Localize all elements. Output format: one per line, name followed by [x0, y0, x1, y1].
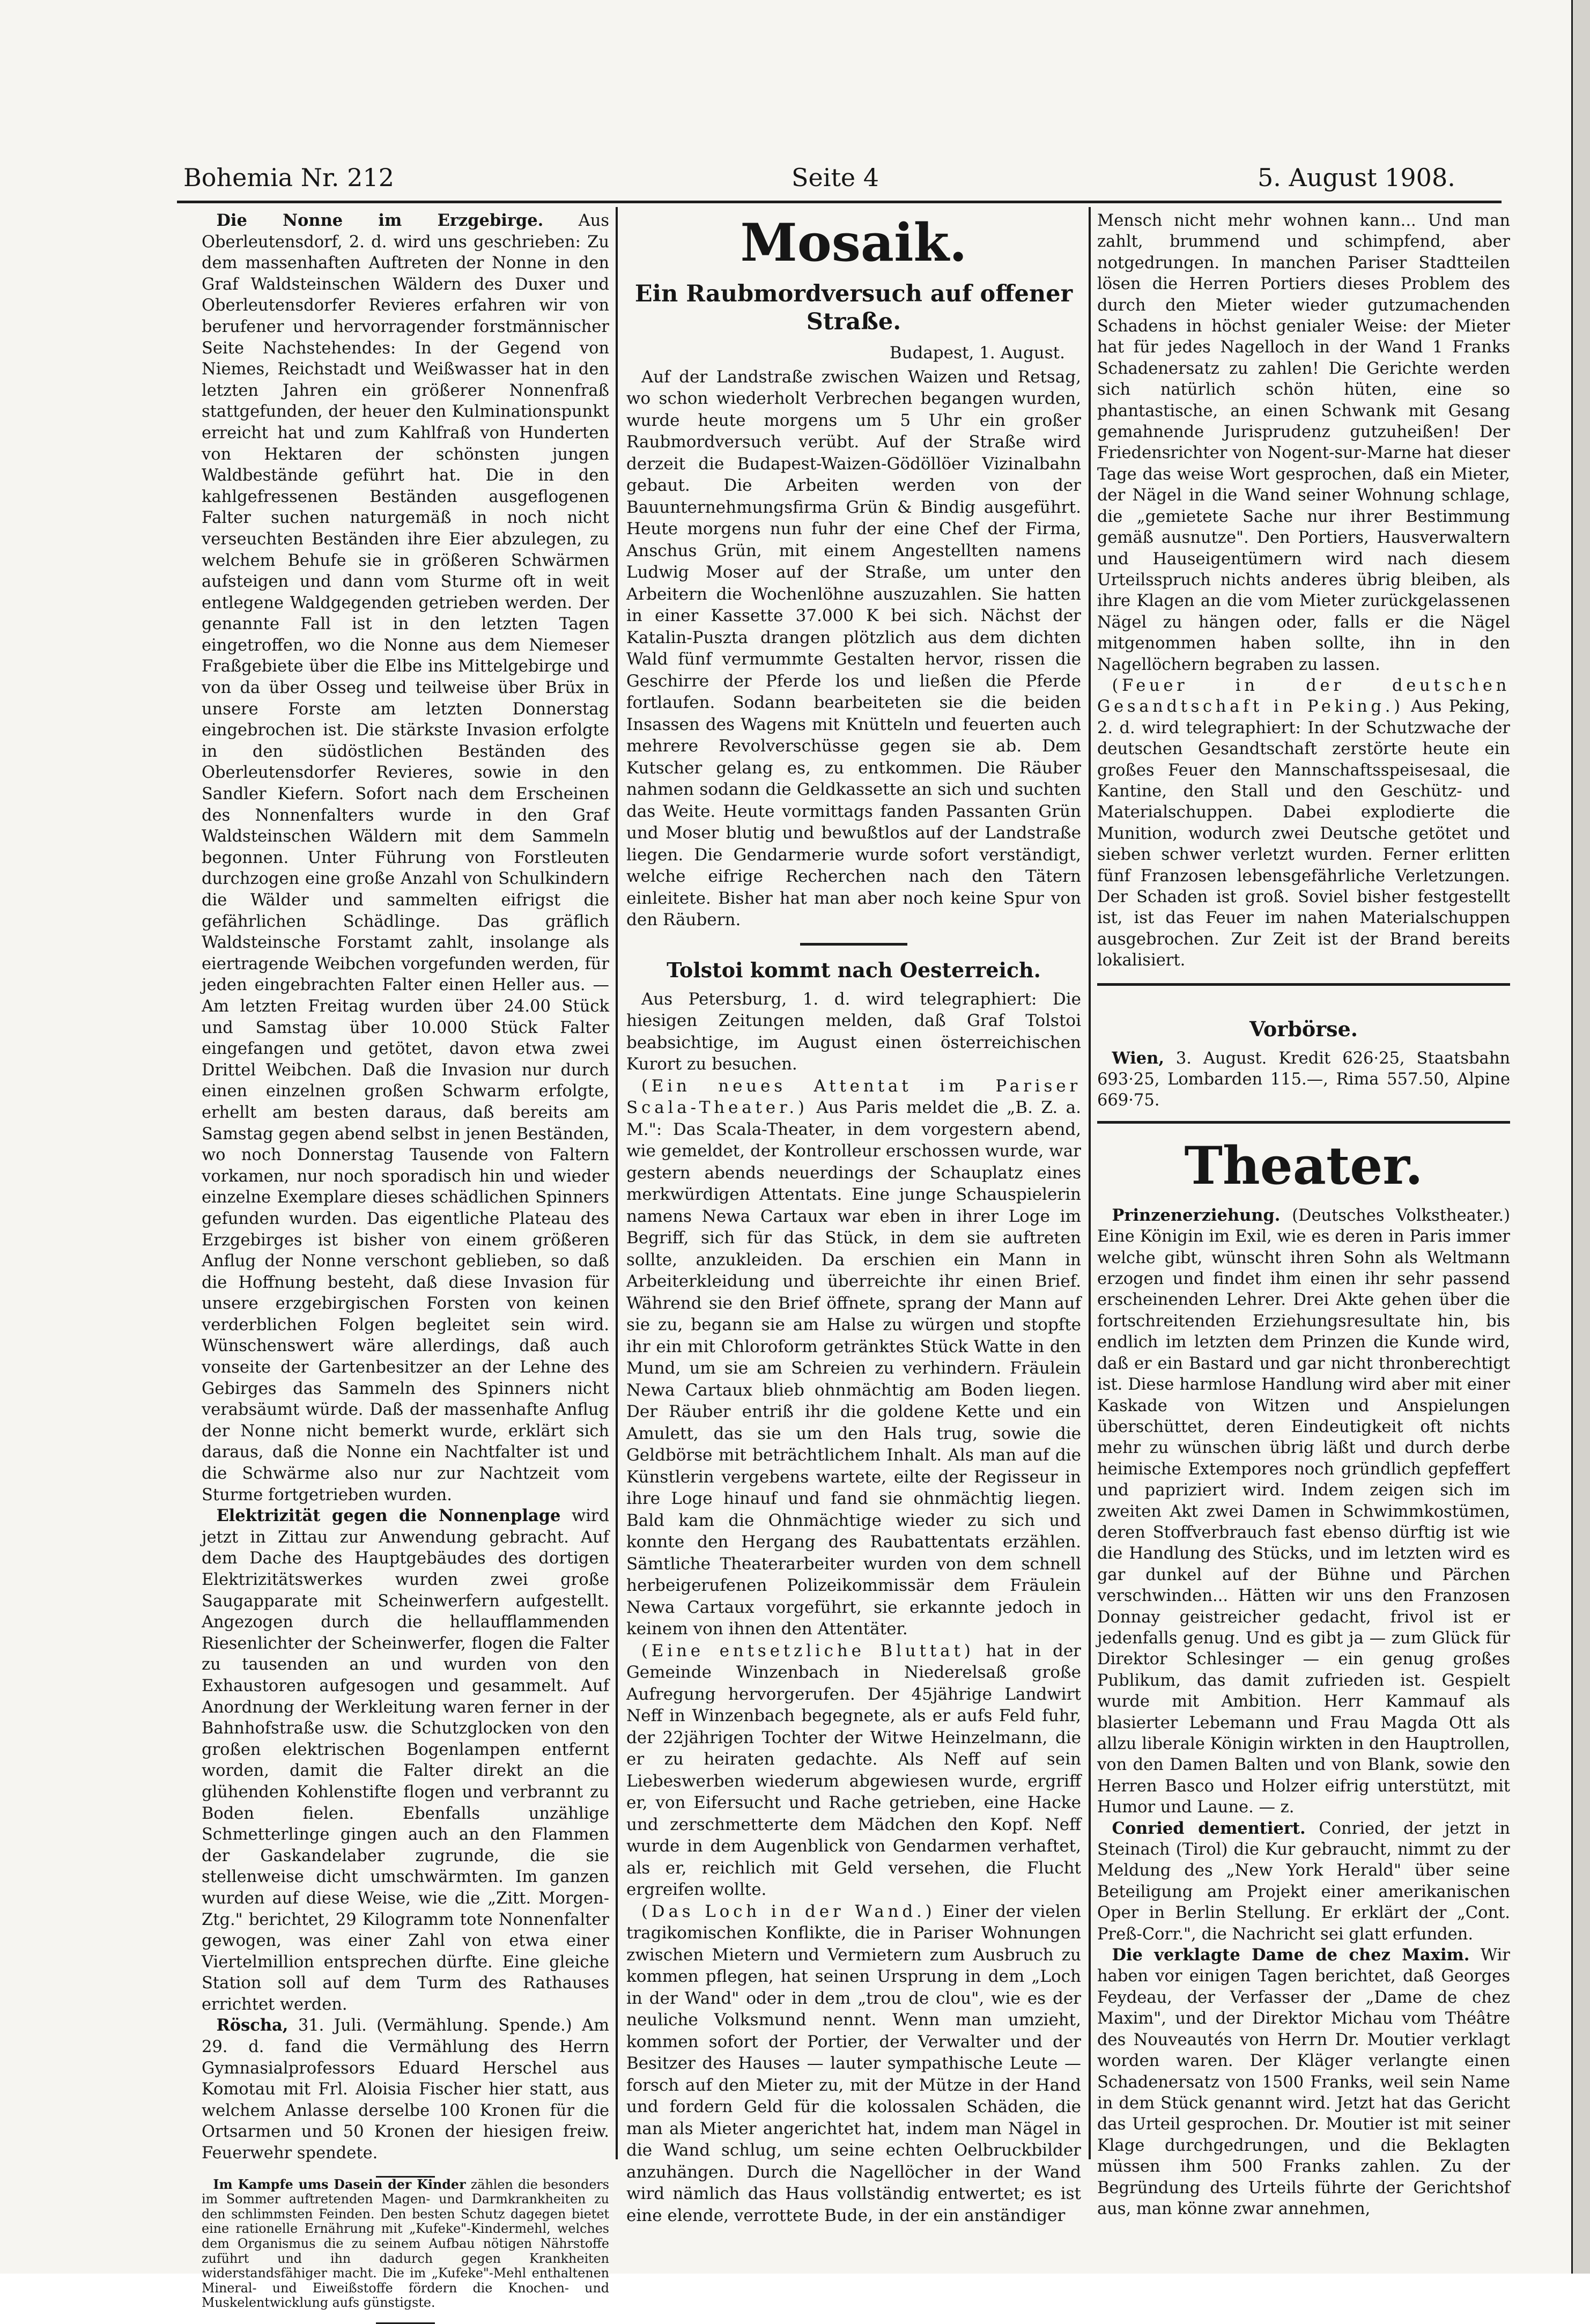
issue-date: 5. August 1908. [1258, 163, 1455, 192]
column-divider [1089, 207, 1091, 2159]
article-lead: Die Nonne im Erzgebirge. [216, 211, 544, 230]
column-divider [616, 207, 618, 2159]
article-body: 31. Juli. (Vermählung. Spende.) Am 29. d. fand die Vermählung des Herrn Gymnasialprofessors Eduard Herschel aus Komotau mit Frl. Aloisia Fischer hier statt, aus welchem Anlasse derselbe 100 Kronen für die Ortsarmen und 50 Kronen der hiesigen freiw. Feuerwehr spendete. [202, 2016, 609, 2163]
article-paragraph [626, 988, 1081, 1075]
masthead-title: Bohemia Nr. 212 [183, 163, 394, 192]
article-body: Aus Paris meldet die „B. Z. a. M.": Das Scala-Theater, in dem vorgestern abend, wie gemeldet, der Kontrolleur erschossen wurde, war gestern abends neuerdings der Schauplatz eines merkwürdigen Attentats. Eine junge Schauspielerin namens Newa Cartaux war eben in ihrer Loge im Begriff, sich für das Stück, in dem sie auftreten sollte, anzukleiden. Da erschien ein Mann in Arbeiterkleidung und überreichte ihr einen Brief. Während sie den Brief öffnete, sprang der Mann auf sie zu, begann sie am Halse zu würgen und stopfte ihr ein mit Chloroform getränktes Stück Watte in den Mund, um sie am Schreien zu verhindern. Fräulein Newa Cartaux blieb ohnmächtig am Boden liegen. Der Räuber entriß ihr die goldene Kette und ein Amulett, das sie um den Hals trug, sowie die Geldbörse mit beträchtlichem Inhalt. Als man auf die Künstlerin vergebens wartete, eilte der Regisseur in ihre Loge hinauf und fand sie ohnmächtig liegen. Bald kam die Ohnmächtige wieder zu sich und konnte den Hergang des Raubattentats erzählen. Sämtliche Theaterarbeiter wurden von dem schnell herbeigerufenen Polizeikommissär dem Fräulein Newa Cartaux vorgeführt, sie erkannte jedoch in keinem von ihnen den Attentäter. [626, 1098, 1081, 1639]
article-lead: (Eine entsetzliche Bluttat) [641, 1641, 974, 1661]
article-paragraph [626, 1640, 1081, 1901]
article-paragraph [1097, 1205, 1510, 1818]
section-divider [1097, 983, 1510, 986]
dateline: Budapest, 1. August. [889, 343, 1065, 363]
article-lead: Elektrizität gegen die Nonnenplage [216, 1506, 561, 1526]
article-headline: Ein Raubmordversuch auf offener Straße. [634, 281, 1073, 335]
article-paragraph [1097, 210, 1510, 675]
article-lead: (Feuer in der deutschen Gesandtschaft in Peking.) [1097, 676, 1510, 717]
article-body: Conried, der jetzt in Steinach (Tirol) die Kur gebraucht, nimmt zu der Meldung des „New York Herald" über seine Beteiligung am Projekt einer amerikanischen Oper in Berlin Stellung. Er erklärt der „Cont. Preß-Corr.", die Nachricht sei glatt erfunden. [1097, 1819, 1510, 1944]
article-lead: Conried dementiert. [1112, 1818, 1306, 1838]
article-paragraph [1097, 1945, 1510, 2219]
article-lead: Im Kampfe ums Dasein der Kinder [213, 2177, 466, 2192]
page-number: Seite 4 [792, 163, 879, 192]
article-body: zählen die besonders im Sommer auftretenden Magen- und Darmkrankheiten zu den schlimmsten Feinden. Den besten Schutz dagegen bietet eine rationelle Ernährung mit „Kufeke"-Kindermehl, welches dem Organismus die zu seinem Aufbau nötigen Nährstoffe zuführt und ihn dadurch gegen Krankheiten widerstandsfähiger macht. Die im „Kufeke"-Mehl enthaltenen Mineral- und Eiweißstoffe fördern die Knochen- und Muskelentwicklung aufs günstigste. [202, 2177, 610, 2311]
column-3 [1097, 210, 1510, 2218]
market-report-title: Vorbörse. [1249, 1016, 1358, 1041]
page-edge [1571, 0, 1590, 2274]
article-body: Aus Peking, 2. d. wird telegraphiert: In der Schutzwache der deutschen Gesandtschaft zerstörte heute ein großes Feuer den Mannschaftsspeisesaal, die Kantine, den Stall und den Geschütz- und Materialschuppen. Dabei explodierte die Munition, wodurch zwei Deutsche getötet und sieben schwer verletzt wurden. Ferner erlitten fünf Franzosen lebensgefährliche Verletzungen. Der Schaden ist groß. Soviel bisher festgestellt ist, ist das Feuer im nahen Materialschuppen ausgebrochen. Zur Zeit ist der Brand bereits lokalisiert. [1097, 697, 1510, 970]
article-body: Mensch nicht mehr wohnen kann... Und man zahlt, brummend und schimpfend, aber notgedrungen. In manchen Pariser Stadtteilen lösen die Herren Portiers dieses Problem des durch den Mieter wieder gutzumachenden Schadens in höchst genialer Weise: der Mieter hat für jedes Nagelloch in der Wand 1 Franks Schadenersatz zu zahlen! Die Gerichte werden sich natürlich schön hüten, eine so phantastische, an einen Schwank mit Gesang gemahnende Jurisprudenz gutzuheißen! Der Friedensrichter von Nogent-sur-Marne hat dieser Tage das weise Wort gesprochen, daß ein Mieter, der Nägel in die Wand seiner Wohnung schlage, die „gemietete Sache nur ihrer Bestimmung gemäß ausnutze". Den Portiers, Hausverwaltern und Hauseigentümern wird nach diesem Urteilsspruch nichts anderes übrig bleiben, als ihre Klagen an die vom Mieter zurückgelassenen Nägel zu hängen oder, falls er die Nägel mitgenommen haben sollte, ihn in den Nagellöchern begraben zu lassen. [1097, 211, 1510, 674]
market-report-text [1097, 1048, 1510, 1111]
section-title: Theater. [1184, 1135, 1423, 1196]
article-paragraph [626, 1075, 1081, 1640]
article-body: Aus Oberleutensdorf, 2. d. wird uns geschrieben: Zu dem massenhaften Auftreten der Nonne in den Graf Waldsteinschen Wäldern des Duxer und Oberleutensdorfer Revieres erfahren wir von berufener und hervorragender forstmännischer Seite Nachstehendes: In der Gegend von Niemes, Reichstadt und Weißwasser hat in den letzten Jahren ein größerer Nonnenfraß stattgefunden, der heuer den Kulminationspunkt erreicht hat und zum Kahlfraß von Hunderten von Hektaren der schönsten jungen Waldbestände geführt hat. Die in den kahlgefressenen Beständen ausgeflogenen Falter suchen naturgemäß in noch nicht verseuchten Beständen ihre Eier abzulegen, zu welchem Behufe sie in größeren Schwärmen aufsteigen und dann vom Sturme oft in weit entlegene Waldgegenden getrieben werden. Der genannte Fall ist in den letzten Tagen eingetroffen, wo die Nonne aus dem Niemeser Fraßgebiete über die Elbe ins Mittelgebirge und von da über Osseg und teilweise über Brüx in unsere Forste am letzten Donnerstag eingebrochen ist. Die stärkste Invasion erfolgte in den südöstlichen Beständen des Oberleutensdorfer Revieres, sowie in den Sandler Kiefern. Sofort nach dem Erscheinen des Nonnenfalters wurde in den Graf Waldsteinschen Wäldern mit dem Sammeln begonnen. Unter Führung von Forstleuten durchzogen eine große Anzahl von Schulkindern die Wälder und sammelten eifrigst die gefährlichen Schädlinge. Das gräflich Waldsteinsche Forstamt zahlt, insolange als eiertragende Weibchen vorgefunden werden, für jeden eingebrachten Falter einen Heller aus. — Am letzten Freitag wurden über 24.00 Stück und Samstag über 10.000 Stück Falter eingefangen und getötet, davon etwa zwei Drittel Weibchen. Daß die Invasion nur durch einen einzelnen großen Schwarm erfolgte, erhellt am besten daraus, daß bereits am Samstag gegen abend selbst in jenen Beständen, wo noch Donnerstag Tausende von Faltern vorkamen, nur noch sporadisch hin und wieder einzelne Exemplare dieses schädlichen Spinners gefunden wurden. Das eigentliche Plateau des Erzgebirges ist bisher von einem größeren Anflug der Nonne verschont geblieben, so daß die Hoffnung besteht, daß diese Invasion für unsere erzgebirgischen Forsten von keinen verderblichen Folgen begleitet sein wird. Wünschenswert wäre allerdings, daß auch vonseite der Gartenbesitzer an der Lehne des Gebirges das Sammeln des Spinners nicht verabsäumt würde. Daß der massenhafte Anflug der Nonne nicht bemerkt wurde, erklärt sich daraus, daß die Nonne ein Nachtfalter ist und die Schwärme also nur zur Nachtzeit vom Sturme fortgetrieben wurden. [202, 211, 609, 1504]
article-paragraph [1097, 1818, 1510, 1945]
article-lead: Röscha, [216, 2016, 289, 2035]
article-body: hat in der Gemeinde Winzenbach in Niederelsaß große Aufregung hervorgerufen. Der 45jährige Landwirt Neff in Winzenbach begegnete, als er aufs Feld fuhr, der 22jährigen Tochter der Witwe Heinzelmann, die er zu heiraten gedachte. Als Neff auf sein Liebeswerben wiederum abgewiesen wurde, ergriff er, von Eifersucht und Rache getrieben, eine Hacke und zerschmetterte dem Mädchen den Kopf. Neff wurde in dem Augenblick von Gendarmen verhaftet, als er, reichlich mit Geld versehen, die Flucht ergreifen wollte. [626, 1641, 1081, 1899]
article-lead: Die verklagte Dame de chez Maxim. [1112, 1945, 1470, 1965]
article-paragraph [202, 1506, 609, 2015]
article-paragraph [626, 1901, 1081, 2227]
article-lead: (Ein neues Attentat im Pariser Scala-Theater.) [626, 1076, 1081, 1117]
article-lead: Prinzenerziehung. [1112, 1205, 1281, 1225]
section-divider [800, 943, 907, 946]
header-rule [177, 201, 1502, 203]
article-body: wird jetzt in Zittau zur Anwendung gebracht. Auf dem Dache des Hauptgebäudes des dortigen Elektrizitätswerkes wurden zwei große Saugapparate mit Scheinwerfern aufgestellt. Angezogen durch die hellaufflammenden Riesenlichter der Scheinwerfer, flogen die Falter zu tausenden an und wurden von den Exhaustoren aufgesogen und gesammelt. Auf Anordnung der Werkleitung waren ferner in der Bahnhofstraße usw. die Schutzglocken von den großen elektrischen Bogenlampen entfernt worden, damit die Falter direkt an die glühenden Kohlenstifte flogen und verbrannt zu Boden fielen. Ebenfalls unzählige Schmetterlinge gingen auch an den Flammen der Gaskandelaber zugrunde, die sie stellenweise dicht umschwärmten. Im ganzen wurden auf diese Weise, wie die „Zitt. Morgen-Ztg." berichtet, 29 Kilogramm tote Nonnenfalter gewogen, was einer Zahl von etwa einer Viertelmillion entsprechen dürfte. Eine gleiche Station soll auf dem Turm des Rathauses errichtet werden. [202, 1507, 609, 2014]
advertisement [202, 2178, 609, 2311]
article-body: Auf der Landstraße zwischen Waizen und Retsag, wo schon wiederholt Verbrechen begangen wurden, wurde heute morgens um 5 Uhr ein großer Raubmordversuch verübt. Auf der Straße wird derzeit die Budapest-Waizen-Gödöllöer Vizinalbahn gebaut. Die Arbeiten werden von der Bauunternehmungsfirma Grün & Bindig ausgeführt. Heute morgens nun fuhr der eine Chef der Firma, Anschus Grün, mit einem Angestellten namens Ludwig Moser auf der Straße, um unter den Arbeitern die Wochenlöhne auszuzahlen. Sie hatten in einer Kassette 37.000 K bei sich. Nächst der Katalin-Puszta drangen plötzlich aus dem dichten Wald fünf vermummte Gestalten hervor, rissen die Geschirre der Pferde los und ließen die Pferde fortlaufen. Sodann bearbeiteten sie die beiden Insassen des Wagens mit Knütteln und feuerten auch mehrere Revolverschüsse gegen sie ab. Dem Kutscher gelang es, zu entkommen. Die Räuber nahmen sodann die Geldkassette an sich und suchten das Weite. Heute vormittags fanden Passanten Grün und Moser blutig und bewußtlos auf der Landstraße liegen. Die Gendarmerie wurde sofort verständigt, welche eifrige Recherchen nach den Tätern einleitete. Bisher hat man aber noch keine Spur von den Räubern. [626, 367, 1081, 929]
article-body: (Deutsches Volkstheater.) Eine Königin im Exil, wie es deren in Paris immer welche gibt, wünscht ihren Sohn als Weltmann erzogen und findet ihm einen ihr sehr passend erscheinenden Lehrer. Drei Akte gehen über die fortschreitenden Erziehungsresultate hin, bis endlich im letzten dem Prinzen die Kunde wird, daß er ein Bastard und gar nicht thronberechtigt ist. Diese harmlose Handlung wird aber mit einer Kaskade von Witzen und Anspielungen überschüttet, deren Eindeutigkeit oft nichts mehr zu wünschen übrig läßt und durch derbe heimische Extempores noch gründlich gepfeffert und papriziert wird. Indem zeigen sich im zweiten Akt zwei Damen in Schwimmkostümen, deren Stoffverbrauch fast ebenso dürftig ist wie die Handlung des Stücks, und im letzten wird es gar dunkel auf der Bühne und Pärchen verschwinden... Hätten wir uns den Franzosen Donnay geistreicher gedacht, frivol ist er jedenfalls genug. Und es gibt ja — zum Glück für Direktor Schlesinger — ein genug großes Publikum, das damit zufrieden ist. Gespielt wurde mit Ambition. Herr Kammauf als blasierter Lebemann und Frau Magda Ott als allzu liberale Königin wirkten in den Hauptrollen, von den Damen Balten und von Blank, sowie den Herren Basco und Holzer eifrig unterstützt, mit Humor und Laune. — z. [1097, 1206, 1510, 1817]
article-paragraph [1097, 675, 1510, 971]
article-paragraph [626, 366, 1081, 931]
article-lead: (Das Loch in der Wand.) [641, 1901, 936, 1921]
market-report [1097, 998, 1510, 1124]
column-1 [202, 210, 610, 2311]
column-2 [626, 210, 1081, 2225]
market-report-lead: Wien, [1112, 1048, 1164, 1068]
article-body: Aus Petersburg, 1. d. wird telegraphiert: Die hiesigen Zeitungen melden, daß Graf Tolstoi beabsichtige, im August einen österreichischen Kurort zu besuchen. [626, 989, 1081, 1074]
article-body: Einer der vielen tragikomischen Konflikte, die in Pariser Wohnungen zwischen Mietern und Vermietern zum Ausbruch zu kommen pflegen, hat seinen Ursprung in dem „Loch in der Wand" oder in dem „trou de clou", wie es der neuliche Volksmund nennt. Wenn man umzieht, kommen sofort der Portier, der Verwalter und der Besitzer des Hauses — lauter sympathische Leute — forsch auf den Mieter zu, mit der Mütze in der Hand und fordern Geld für die kolossalen Schäden, die man als Mieter angerichtet hat, indem man Nägel in die Wand schlug, um seine echten Oelbruckbilder anzuhängen. Durch die Nagellöcher in der Wand wird nämlich das Haus vollständig entwertet; es ist eine elende, verrottete Bude, in der ein anständiger [626, 1901, 1081, 2225]
section-title: Mosaik. [740, 212, 967, 273]
article-paragraph [202, 2015, 609, 2164]
market-report-body: 3. August. Kredit 626·25, Staatsbahn 693·25, Lombarden 115.—, Rima 557.50, Alpine 669·75. [1097, 1049, 1510, 1110]
article-paragraph [202, 210, 609, 1506]
article-body: Wir haben vor einigen Tagen berichtet, daß Georges Feydeau, der Verfasser der „Dame de chez Maxim", und der Direktor Michau vom Théâtre des Nouveautés von Herrn Dr. Moutier verklagt worden waren. Der Kläger verlangte einen Schadenersatz von 1500 Franks, weil sein Name in dem Stück genannt wird. Jetzt hat das Gericht das Urteil gesprochen. Dr. Moutier ist mit seiner Klage durchgedrungen, und die Beklagten müssen ihm 500 Franks zahlen. Zu der Begründung des Urteils führte der Gerichtshof aus, man könne zwar annehmen, [1097, 1946, 1510, 2218]
article-headline: Tolstoi kommt nach Oesterreich. [667, 957, 1041, 982]
